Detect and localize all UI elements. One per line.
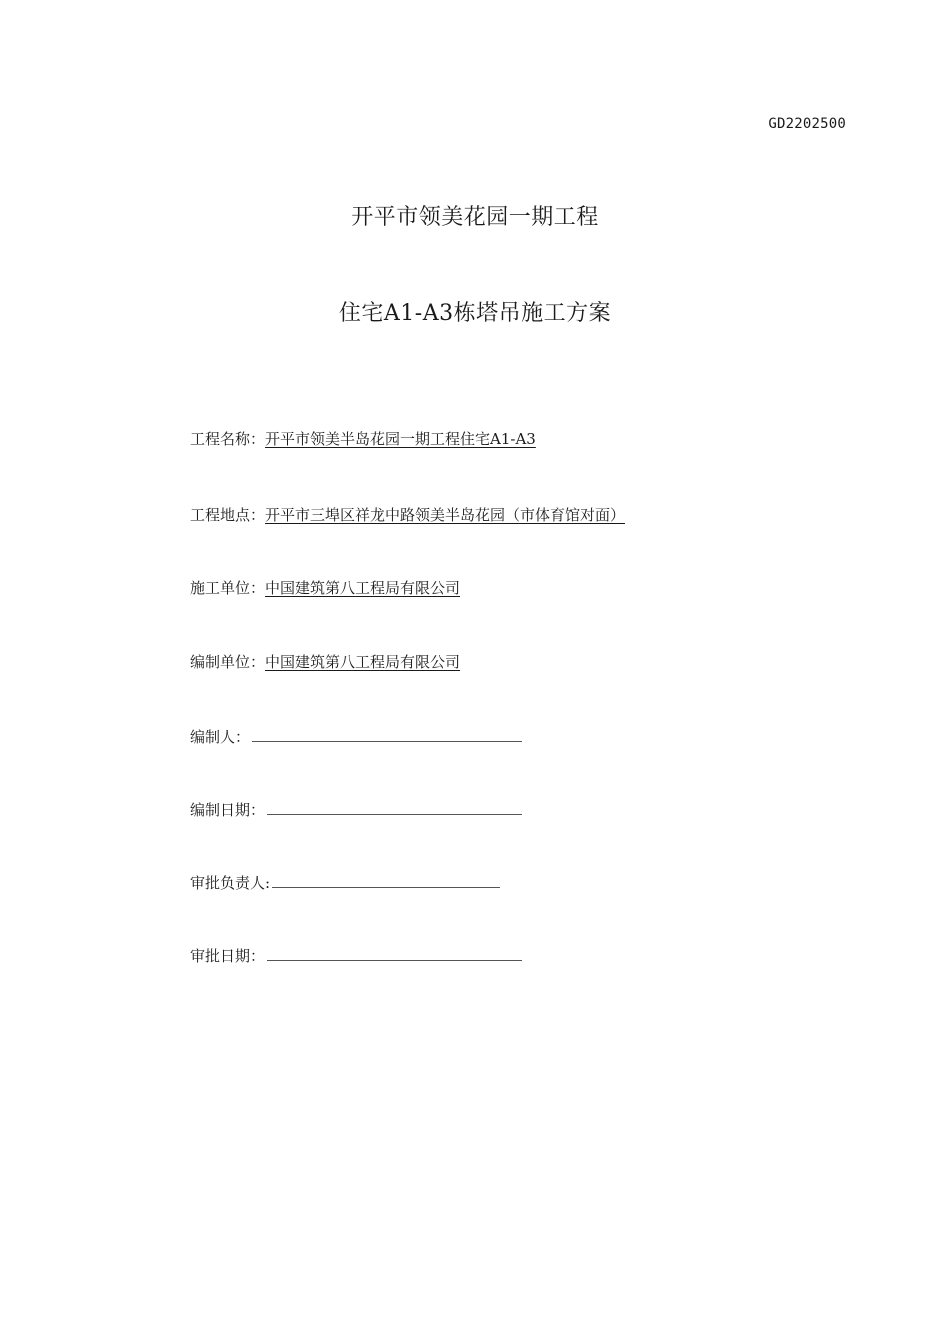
field-value: 开平市领美半岛花园一期工程住宅A1-A3 <box>265 430 536 448</box>
document-code: GD2202500 <box>768 116 846 132</box>
field-project-name <box>190 429 536 449</box>
compile-date-blank-line <box>267 800 522 815</box>
field-project-location <box>190 505 625 525</box>
approver-blank-line <box>272 873 500 888</box>
field-compiling-unit <box>190 652 460 672</box>
document-title-plan: 住宅A1-A3栋塔吊施工方案 <box>338 301 612 326</box>
field-approval-date <box>190 946 522 966</box>
field-label: 审批日期： <box>190 947 266 965</box>
compiler-blank-line <box>252 727 522 742</box>
field-value: 中国建筑第八工程局有限公司 <box>265 579 461 597</box>
field-construction-unit <box>190 578 460 598</box>
approval-date-blank-line <box>267 946 522 961</box>
field-label: 编制单位： <box>190 653 266 671</box>
field-label: 施工单位： <box>190 579 266 597</box>
field-compiler <box>190 727 522 747</box>
field-label: 编制人： <box>190 728 251 746</box>
field-label: 工程名称： <box>190 430 266 448</box>
document-title-project: 开平市领美花园一期工程 <box>351 205 599 230</box>
field-value: 开平市三埠区祥龙中路领美半岛花园（市体育馆对面） <box>265 506 626 524</box>
field-value: 中国建筑第八工程局有限公司 <box>265 653 461 671</box>
field-approver <box>190 873 500 893</box>
field-label: 工程地点： <box>190 506 266 524</box>
field-compile-date <box>190 800 522 820</box>
field-label: 编制日期： <box>190 801 266 819</box>
field-label: 审批负责人: <box>190 874 271 892</box>
